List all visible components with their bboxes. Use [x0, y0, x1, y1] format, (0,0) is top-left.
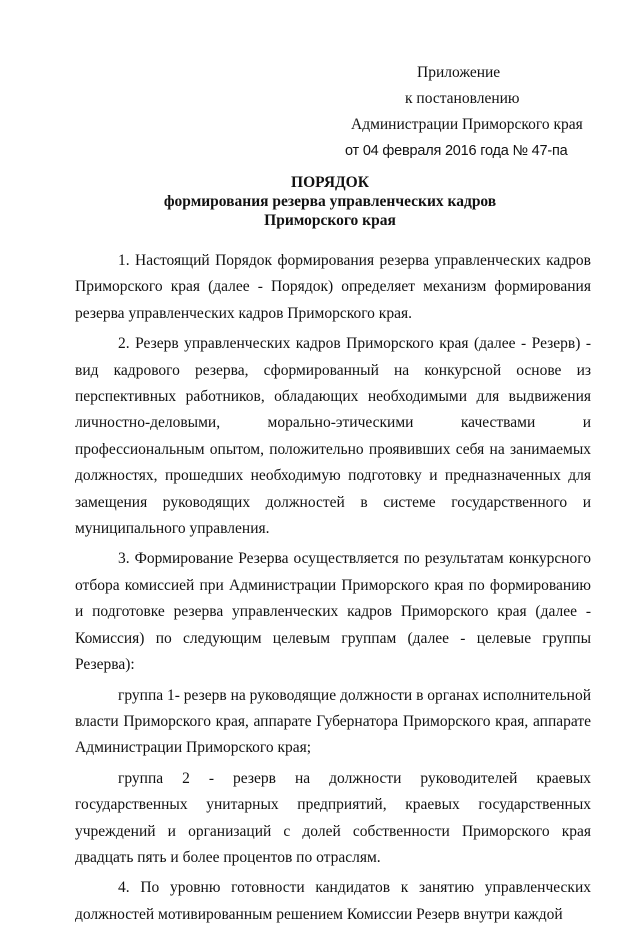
title-region: Приморского края — [264, 212, 396, 229]
paragraph: 1. Настоящий Порядок формирования резерва управленческих кадров Приморского края (далее - Порядок) определяет механизм формирования резерва управленческих кадров Приморского края. — [75, 252, 591, 322]
title-heading: ПОРЯДОК — [291, 174, 369, 191]
appendix-label: Приложение — [417, 64, 501, 81]
paragraph: 4. По уровню готовности кандидатов к занятию управленческих должностей мотивированным решением Комиссии Резерв внутри каждой — [75, 879, 591, 923]
appendix-issuer: Администрации Приморского края — [351, 116, 583, 133]
paragraph: 3. Формирование Резерва осуществляется по результатам конкурсного отбора комиссией при Администрации Приморского края по формированию и подготовке резерва управленческих кадров Приморского края (далее - Комиссия) по следующим целевым группам (далее - целевые группы Резерва): — [75, 550, 591, 674]
paragraph: группа 1- резерв на руководящие должности в органах исполнительной власти Приморского края, аппарате Губернатора Приморского края, аппарате Администрации Приморского края; — [75, 686, 591, 757]
document-body — [75, 248, 591, 928]
paragraph: группа 2 - резерв на должности руководителей краевых государственных унитарных предприятий, краевых государственных учреждений и организаций с долей собственности Приморского края двадцать пять и более процентов по отраслям. — [75, 769, 591, 866]
document-title — [100, 173, 560, 230]
appendix-header — [345, 60, 605, 164]
title-subheading: формирования резерва управленческих кадров — [163, 193, 497, 210]
paragraph: 2. Резерв управленческих кадров Приморского края (далее - Резерв) - вид кадрового резерва, сформированный на конкурсной основе из перспективных работников, обладающих необходимыми для выдвижения личностно-деловыми, морально-этическими качествами и профессиональным опытом, положительно проявивших себя на занимаемых должностях, прошедших необходимую подготовку и предназначенных для замещения руководящих должностей в системе государственного и муниципального управления. — [75, 335, 591, 538]
appendix-resolution-ref: к постановлению — [405, 90, 520, 107]
appendix-date-number: от 04 февраля 2016 года № 47-па — [345, 143, 568, 159]
